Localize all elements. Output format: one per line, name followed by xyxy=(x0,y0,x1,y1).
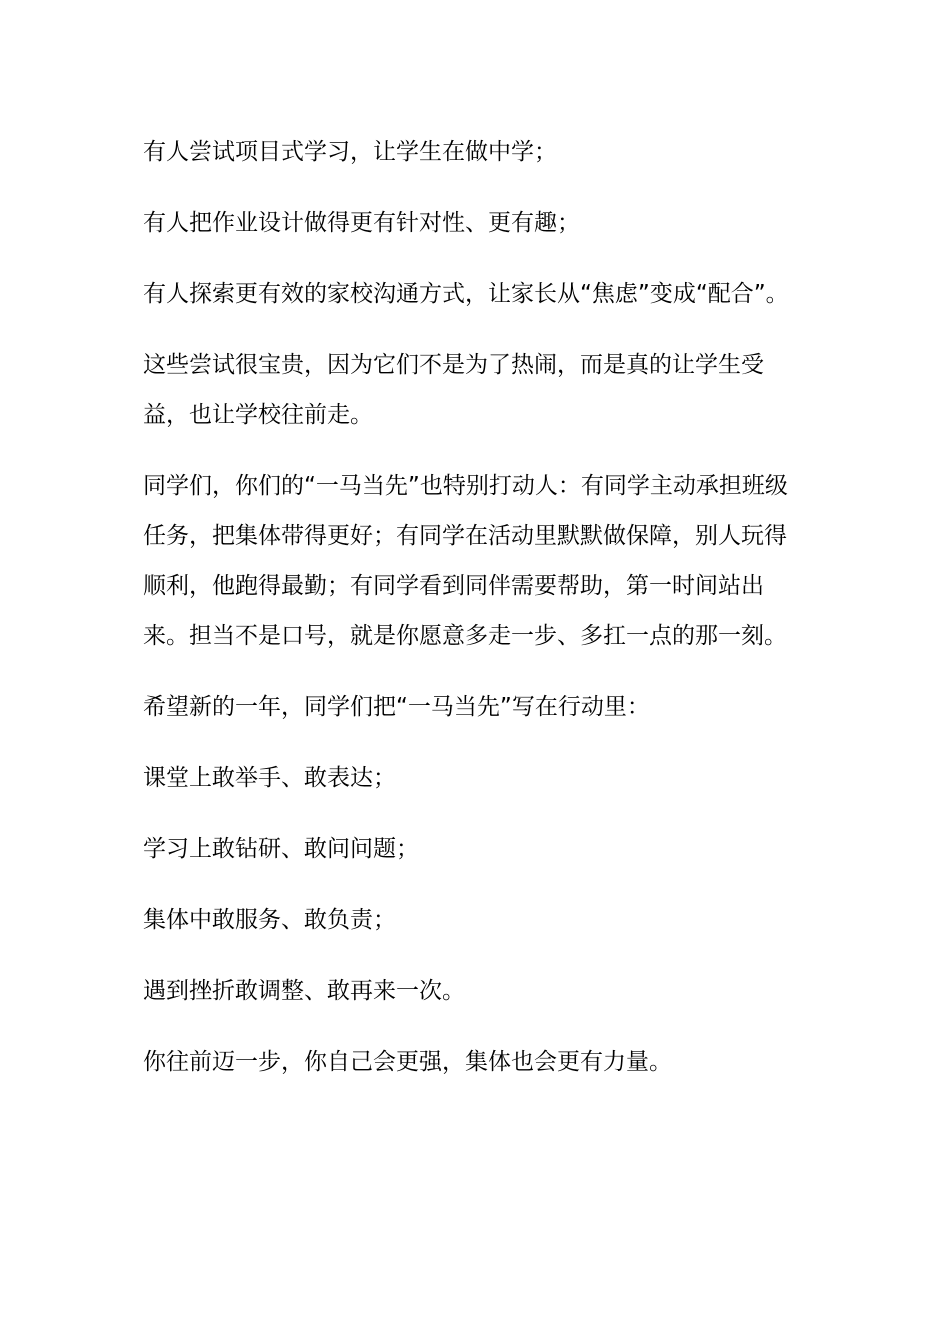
paragraph-3: 有人探索更有效的家校沟通方式，让家长从“焦虑”变成“配合”。 xyxy=(143,281,789,307)
paragraph-10: 遇到挫折敢调整、敢再来一次。 xyxy=(143,978,465,1004)
paragraph-9: 集体中敢服务、敢负责； xyxy=(143,907,396,933)
paragraph-11: 你往前迈一步，你自己会更强，集体也会更有力量。 xyxy=(143,1049,672,1075)
document-body xyxy=(143,127,808,1108)
paragraph-5: 同学们，你们的“一马当先”也特别打动人：有同学主动承担班级任务，把集体带得更好；有同学在活动里默默做保障，别人玩得顺利，他跑得最勤；有同学看到同伴需要帮助，第一时间站出来。担当不是口号，就是你愿意多走一步、多扛一点的那一刻。 xyxy=(143,473,788,649)
paragraph-7: 课堂上敢举手、敢表达； xyxy=(143,765,396,791)
paragraph-4: 这些尝试很宝贵，因为它们不是为了热闹，而是真的让学生受益，也让学校往前走。 xyxy=(143,352,764,428)
paragraph-2: 有人把作业设计做得更有针对性、更有趣； xyxy=(143,210,580,236)
paragraph-8: 学习上敢钻研、敢问问题； xyxy=(143,836,419,862)
paragraph-1: 有人尝试项目式学习，让学生在做中学； xyxy=(143,139,557,165)
paragraph-6: 希望新的一年，同学们把“一马当先”写在行动里： xyxy=(143,694,650,720)
